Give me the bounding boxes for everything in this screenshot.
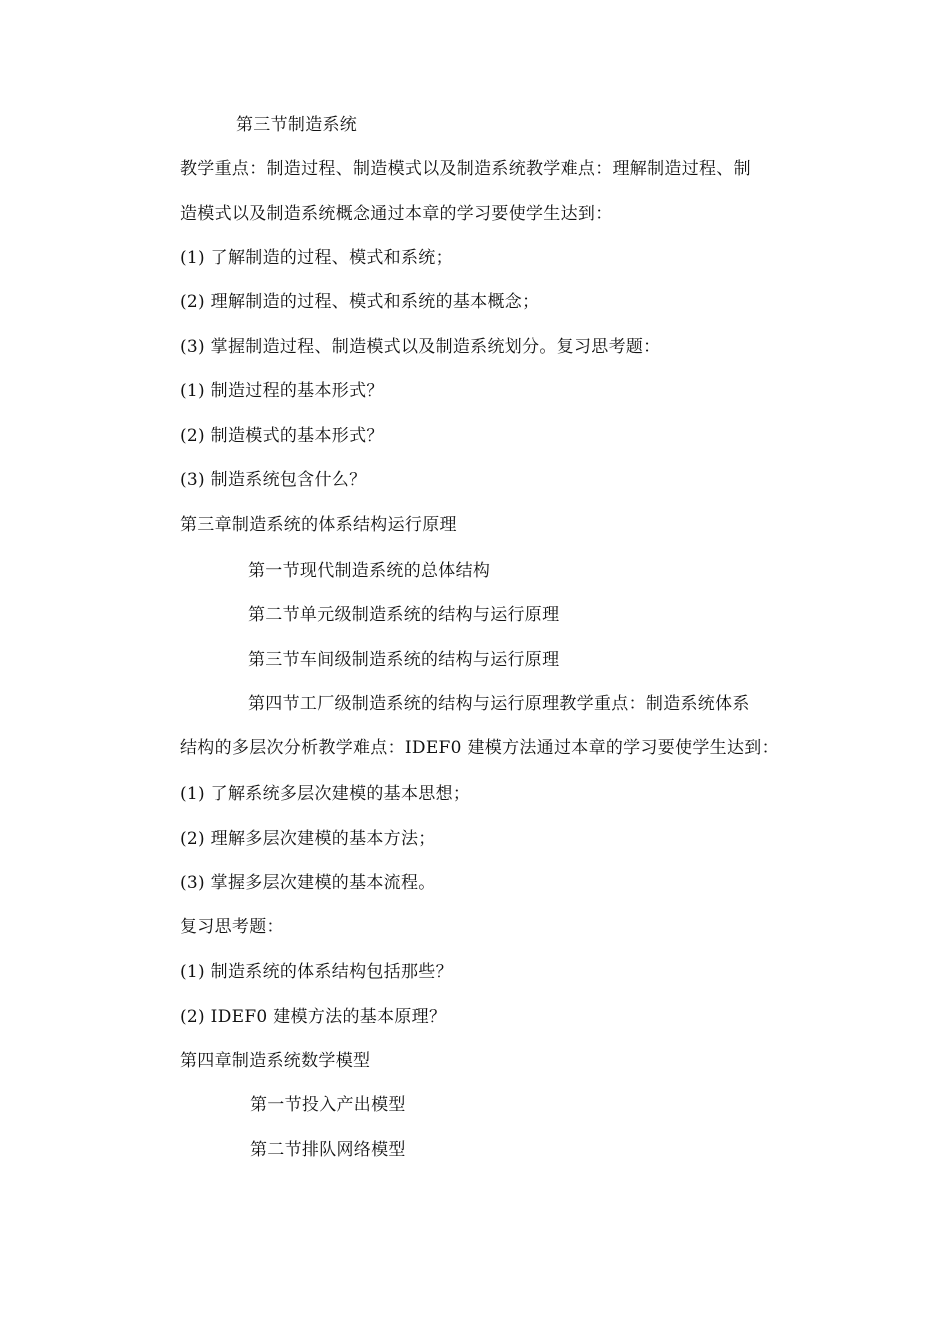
chapter-heading: 第三章制造系统的体系结构运行原理 (180, 515, 457, 535)
list-item: (2) 理解多层次建模的基本方法； (180, 829, 436, 849)
section-heading: 第三节制造系统 (236, 115, 358, 135)
list-item: (3) 制造系统包含什么？ (180, 470, 367, 490)
list-item: (2) IDEF0 建模方法的基本原理？ (180, 1007, 447, 1027)
paragraph-line: 教学重点：制造过程、制造模式以及制造系统教学难点：理解制造过程、制 (180, 159, 751, 179)
list-item: (3) 掌握多层次建模的基本流程。 (180, 873, 436, 893)
list-item: (1) 了解系统多层次建模的基本思想； (180, 784, 471, 804)
paragraph-line: 造模式以及制造系统概念通过本章的学习要使学生达到： (180, 204, 613, 224)
section-heading: 第一节投入产出模型 (250, 1095, 406, 1115)
section-heading: 第一节现代制造系统的总体结构 (248, 561, 491, 581)
section-heading: 第二节排队网络模型 (250, 1140, 406, 1160)
list-item: (2) 理解制造的过程、模式和系统的基本概念； (180, 292, 540, 312)
list-item: (2) 制造模式的基本形式？ (180, 426, 384, 446)
list-item: (3) 掌握制造过程、制造模式以及制造系统划分。复习思考题： (180, 337, 661, 357)
list-item: (1) 制造过程的基本形式？ (180, 381, 384, 401)
section-heading: 第三节车间级制造系统的结构与运行原理 (248, 650, 560, 670)
paragraph-line: 复习思考题： (180, 917, 284, 937)
section-heading: 第二节单元级制造系统的结构与运行原理 (248, 605, 560, 625)
paragraph-line: 结构的多层次分析教学难点：IDEF0 建模方法通过本章的学习要使学生达到： (180, 738, 779, 758)
chapter-heading: 第四章制造系统数学模型 (180, 1051, 371, 1071)
section-heading: 第四节工厂级制造系统的结构与运行原理教学重点：制造系统体系 (248, 694, 750, 714)
list-item: (1) 制造系统的体系结构包括那些？ (180, 962, 453, 982)
list-item: (1) 了解制造的过程、模式和系统； (180, 248, 453, 268)
